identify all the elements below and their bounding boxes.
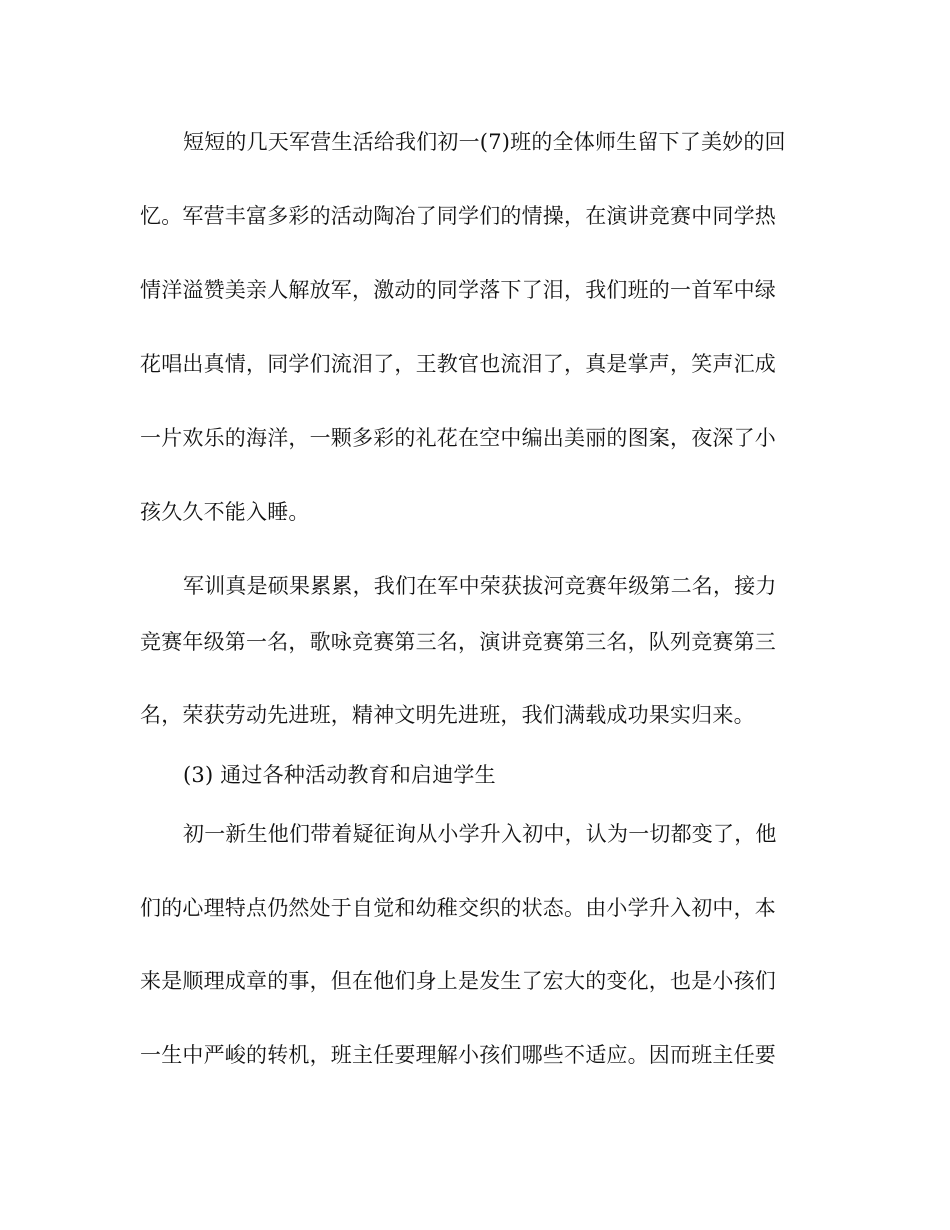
- paragraph-3-line-4: 一生中严峻的转机，班主任要理解小孩们哪些不适应。因而班主任要: [140, 1043, 776, 1067]
- paragraph-2-line-3: 名，荣获劳动先进班，精神文明先进班，我们满载成功果实归来。: [140, 703, 755, 727]
- paragraph-1-line-6: 孩久久不能入睡。: [140, 500, 310, 524]
- paragraph-1-line-3: 情洋溢赞美亲人解放军，激动的同学落下了泪，我们班的一首军中绿: [140, 278, 776, 302]
- section-heading: (3) 通过各种活动教育和启迪学生: [183, 763, 496, 787]
- paragraph-3-line-3: 来是顺理成章的事，但在他们身上是发生了宏大的变化，也是小孩们: [140, 969, 776, 993]
- paragraph-1-line-4: 花唱出真情，同学们流泪了，王教官也流泪了，真是掌声，笑声汇成: [140, 352, 776, 376]
- paragraph-3-line-1: 初一新生他们带着疑征询从小学升入初中，认为一切都变了，他: [183, 822, 777, 846]
- paragraph-1-line-1: 短短的几天军营生活给我们初一(7)班的全体师生留下了美妙的回: [183, 130, 786, 154]
- paragraph-2-line-1: 军训真是硕果累累，我们在军中荣获拔河竞赛年级第二名，接力: [183, 574, 777, 598]
- paragraph-1-line-5: 一片欢乐的海洋，一颗多彩的礼花在空中编出美丽的图案，夜深了小: [140, 426, 776, 450]
- paragraph-3-line-2: 们的心理特点仍然处于自觉和幼稚交织的状态。由小学升入初中，本: [140, 896, 776, 920]
- paragraph-1-line-2: 忆。军营丰富多彩的活动陶冶了同学们的情操，在演讲竞赛中同学热: [140, 204, 776, 228]
- paragraph-2-line-2: 竞赛年级第一名，歌咏竞赛第三名，演讲竞赛第三名，队列竞赛第三: [140, 630, 776, 654]
